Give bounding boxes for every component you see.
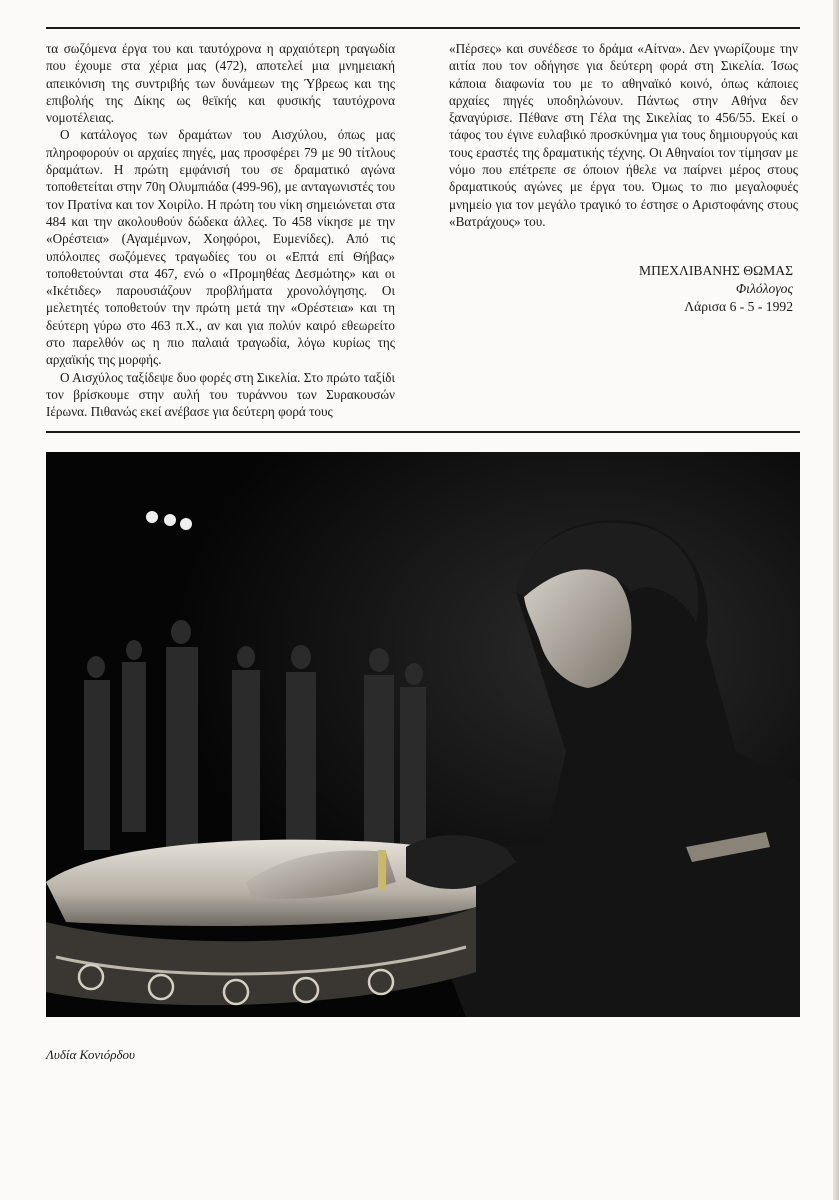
paragraph: «Πέρσες» και συνέδεσε το δράμα «Αίτνα». Δεν γνωρίζουμε την αιτία που τον οδήγησε για δεύτερη φορά στη Σικελία. Ίσως κάποια διαφωνία του με το αθηναϊκό κοινό, όπως κάποιες αρχαίες πηγές υποδηλώνουν. Πάντως στην Αθήνα δεν ξαναγύρισε. Πέθανε στη Γέλα της Σικελίας το 456/55. Εκεί ο τάφος του έγινε ευλαβικό προσκύνημα για τους δημιουργούς και τους εραστές της δραματικής τέχνης. Οι Αθηναίοι τον τίμησαν με νόμο που επέτρεπε σε όποιον ήθελε να παίρνει μέρος στους δραματικούς αγώνες με έργα του. Όμως το πιο μεγαλοφυές μνημείο για τον μεγάλο τραγικό το έστησε ο Αριστοφάνης στους «Βατράχους» του. <box>449 41 798 229</box>
top-rule <box>46 27 800 29</box>
article-column-left <box>46 40 395 421</box>
stage-photo <box>46 452 800 1017</box>
place-date: Λάρισα 6 - 5 - 1992 <box>684 299 793 314</box>
article-column-right <box>449 40 798 230</box>
paragraph: Ο Αισχύλος ταξίδεψε δυο φορές στη Σικελία. Στο πρώτο ταξίδι τον βρίσκουμε στην αυλή του τυράννου των Συρακουσών Ιέρωνα. Πιθανώς εκεί ανέβασε για δεύτερη φορά τους <box>46 369 395 420</box>
paragraph: τα σωζόμενα έργα του και ταυτόχρονα η αρχαιότερη τραγωδία που έχουμε στα χέρια μας (472), αποτελεί μια μνημειακή απεικόνιση της συντριβής των δυνάμεων της Ύβρεως και της επιβολής της Δίκης ως θεϊκής και φυσικής ταυτόχρονα νομοτέλειας. <box>46 41 395 126</box>
photo-illustration <box>46 452 800 1017</box>
scan-edge <box>833 0 839 1200</box>
paragraph: Ο κατάλογος των δραμάτων του Αισχύλου, όπως μας πληροφορούν οι αρχαίες πηγές, μας προσφέρει 79 με 90 τίτλους δραμάτων. Η πρώτη εμφάνισή του σε δραματικό αγώνα τοποθετείται στην 70η Ολυμπιάδα (499-96), με ανταγωνιστές του τον Πρατίνα και τον Χοιρίλο. Η πρώτη του νίκη σημειώνεται στα 484 και την ακολουθούν δώδεκα άλλες. Το 458 νίκησε με την «Ορέστεια» (Αγαμέμνων, Χοηφόροι, Ευμενίδες). Από τις υπόλοιπες σωζόμενες τραγωδίες του οι «Επτά επί Θήβας» τοποθετούνται στα 467, ενώ ο «Προμηθέας Δεσμώτης» και οι «Ικέτιδες» παρουσιάζουν προβλήματα χρονολόγησης. Οι μελετητές τοποθετούν την πρώτη μετά την «Ορέστεια» και τη δεύτερη γύρω στο 463 π.Χ., αν και για πολύν καιρό εθεωρείτο στο παρελθόν ως η πιο παλαιά τραγωδία, λόγω κυρίως της αρχαϊκής της μορφής. <box>46 127 395 368</box>
author-role: Φιλόλογος <box>735 281 793 296</box>
photo-credit: Λυδία Κονιόρδου <box>46 1047 135 1062</box>
signature-block <box>639 262 793 316</box>
middle-rule <box>46 431 800 433</box>
author-name: ΜΠΕΧΛΙΒΑΝΗΣ ΘΩΜΑΣ <box>639 263 793 278</box>
